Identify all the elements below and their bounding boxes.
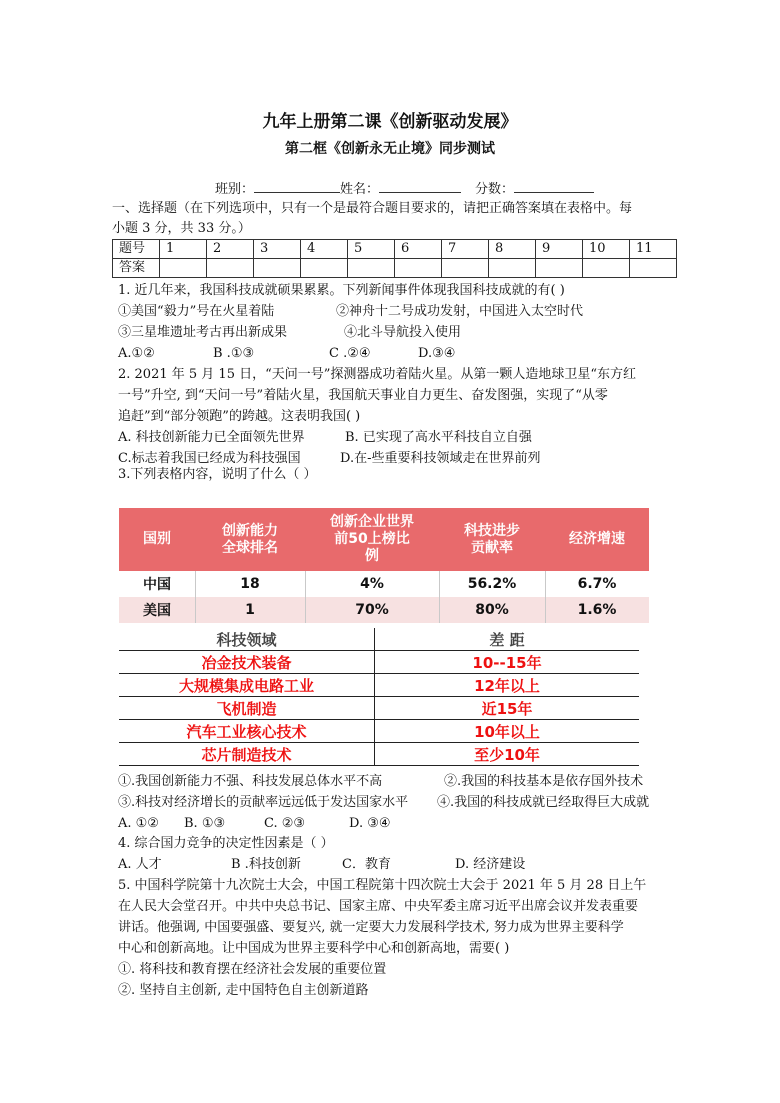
question-number-cell: 10 [583,240,630,259]
table1-header-country: 国别 [143,531,171,547]
question-number-cell: 2 [207,240,254,259]
answer-table-number-row [113,240,677,259]
row-label-answer: 答案 [113,259,160,278]
table2-gap-cell: 10年以上 [474,722,540,741]
question-number-cell: 8 [489,240,536,259]
table2-gap-cell: 10--15年 [472,653,542,672]
table2-field-cell: 芯片制造技术 [201,745,292,764]
table1-cell: 中国 [143,577,171,593]
q5-statement-2: ②. 坚持自主创新, 走中国特色自主创新道路 [118,983,369,998]
innovation-comparison-table [119,508,649,623]
score-blank[interactable] [514,178,594,193]
q3-statement-1: ①.我国创新能力不强、科技发展总体水平不高 [118,774,383,789]
section1-instructions-line1: 一、选择题（在下列选项中，只有一个是最符合题目要求的，请把正确答案填在表格中。每 [112,201,633,216]
table1-cell: 56.2% [467,576,517,592]
q3-option-c[interactable]: C. ②③ [264,816,306,831]
q4-stem: 4. 综合国力竞争的决定性因素是（ ） [118,836,334,851]
q3-option-b[interactable]: B. ①③ [184,816,226,831]
question-number-cell: 11 [630,240,677,259]
answer-cell[interactable] [630,259,677,278]
info-line [215,178,594,200]
table2-field-cell: 汽车工业核心技术 [186,722,307,741]
table2-field-cell: 冶金技术装备 [201,653,292,672]
table1-header-growth: 经济增速 [569,531,625,547]
q2-option-d[interactable]: D.在-些重要科技领域走在世界前列 [340,451,541,466]
q1-stem: 1. 近几年来，我国科技成就硕果累累。下列新闻事件体现我国科技成就的有( ) [118,283,565,298]
table2-field-cell: 大规模集成电路工业 [178,676,314,695]
score-label: 分数： [475,182,515,197]
answer-cell[interactable] [395,259,442,278]
q2-option-a[interactable]: A. 科技创新能力已全面领先世界 [118,430,305,445]
class-label: 班别： [215,182,255,197]
answer-table [112,239,677,278]
q2-option-b[interactable]: B. 已实现了高水平科技自立自强 [345,430,532,445]
table1-row-china [119,571,649,597]
q5-stem-line3: 讲话。他强调, 中国要强盛、要复兴, 就一定要大力发展科学技术, 努力成为世界主要科学 [118,920,624,935]
page-title: 九年上册第二课《创新驱动发展》 [262,112,518,132]
q4-option-a[interactable]: A. 人才 [118,857,162,872]
table1-divider [195,571,196,623]
table1-divider [545,571,546,623]
answer-cell[interactable] [442,259,489,278]
question-number-cell: 6 [395,240,442,259]
question-number-cell: 1 [160,240,207,259]
q4-option-d[interactable]: D. 经济建设 [455,857,526,872]
q1-statement-2: ②神舟十二号成功发射，中国进入太空时代 [336,304,584,319]
q3-stem: 3.下列表格内容，说明了什么（ ） [118,467,317,482]
row-label-number: 题号 [113,240,160,259]
table1-cell: 6.7% [577,576,617,592]
question-number-cell: 9 [536,240,583,259]
answer-cell[interactable] [254,259,301,278]
question-number-cell: 4 [301,240,348,259]
class-blank[interactable] [254,178,340,193]
answer-table-answer-row [113,259,677,278]
table1-header-top50: 创新企业世界 前50上榜比 例 [330,514,414,564]
answer-cell[interactable] [348,259,395,278]
q3-statement-2: ②.我国的科技基本是依存国外技术 [444,774,644,789]
table1-cell: 1.6% [577,602,617,618]
q1-statement-1: ①美国“毅力”号在火星着陆 [118,304,275,319]
q1-option-b[interactable]: B .①③ [213,346,255,361]
page-subtitle: 第二框《创新永无止境》同步测试 [285,141,495,157]
table2-field-cell: 飞机制造 [216,699,277,718]
table2-gap-cell: 近15年 [481,699,533,718]
table1-cell: 18 [240,576,260,592]
q5-stem-line4: 中心和创新高地。让中国成为世界主要科学中心和创新高地，需要( ) [118,941,510,956]
table1-divider [439,571,440,623]
question-number-cell: 3 [254,240,301,259]
table1-cell: 70% [355,602,389,618]
q4-option-c[interactable]: C．教育 [342,857,391,872]
q3-option-d[interactable]: D. ③④ [349,816,391,831]
table1-cell: 1 [245,602,255,618]
name-blank[interactable] [379,178,461,193]
table2-header-field: 科技领域 [216,630,277,649]
answer-cell[interactable] [583,259,630,278]
q3-statement-3: ③.科技对经济增长的贡献率远远低于发达国家水平 [118,795,409,810]
table1-cell: 4% [360,576,384,592]
name-label: 姓名： [340,182,380,197]
table1-cell: 80% [475,602,509,618]
q3-option-a[interactable]: A. ①② [118,816,159,831]
answer-cell[interactable] [536,259,583,278]
answer-cell[interactable] [489,259,536,278]
table1-row-usa [119,597,649,623]
q1-statement-3: ③三星堆遗址考古再出新成果 [118,325,288,340]
question-number-cell: 5 [348,240,395,259]
table1-divider [305,571,306,623]
q2-stem-line2: 一号”升空, 到“天问一号”着陆火星，我国航天事业自力更生、奋发图强，实现了“从零 [118,388,608,403]
section1-instructions-line2: 小题 3 分，共 33 分。） [112,221,251,236]
q2-stem-line3: 追赶”到“部分领跑”的跨越。这表明我国( ) [118,409,361,424]
q3-statement-4: ④.我国的科技成就已经取得巨大成就 [437,795,650,810]
q5-statement-1: ①. 将科技和教育摆在经济社会发展的重要位置 [118,962,387,977]
q5-stem-line2: 在人民大会堂召开。中共中央总书记、国家主席、中央军委主席习近平出席会议并发表重要 [118,899,639,914]
table2-header-gap: 差 距 [489,630,525,649]
table1-cell: 美国 [143,603,171,619]
answer-cell[interactable] [160,259,207,278]
q1-statement-4: ④北斗导航投入使用 [344,325,462,340]
q1-option-d[interactable]: D.③④ [418,346,456,361]
answer-cell[interactable] [301,259,348,278]
table2-gap-cell: 至少10年 [474,745,540,764]
table2-rule [119,765,639,766]
question-number-cell: 7 [442,240,489,259]
answer-cell[interactable] [207,259,254,278]
tech-gap-table [119,628,639,766]
table2-gap-cell: 12年以上 [474,676,540,695]
table1-header-contribution: 科技进步 贡献率 [464,522,520,556]
q5-stem-line1: 5. 中国科学院第十九次院士大会，中国工程院第十四次院士大会于 2021 年 5 月 28 日上午 [118,878,647,893]
q2-option-c[interactable]: C.标志着我国已经成为科技强国 [118,451,301,466]
q1-option-c[interactable]: C .②④ [329,346,371,361]
table1-header-ranking: 创新能力 全球排名 [222,522,278,556]
q1-option-a[interactable]: A.①② [118,346,155,361]
q2-stem-line1: 2. 2021 年 5 月 15 日，“天问一号”探测器成功着陆火星。从第一颗人造地球卫星“东方红 [118,367,637,382]
q4-option-b[interactable]: B .科技创新 [231,857,301,872]
